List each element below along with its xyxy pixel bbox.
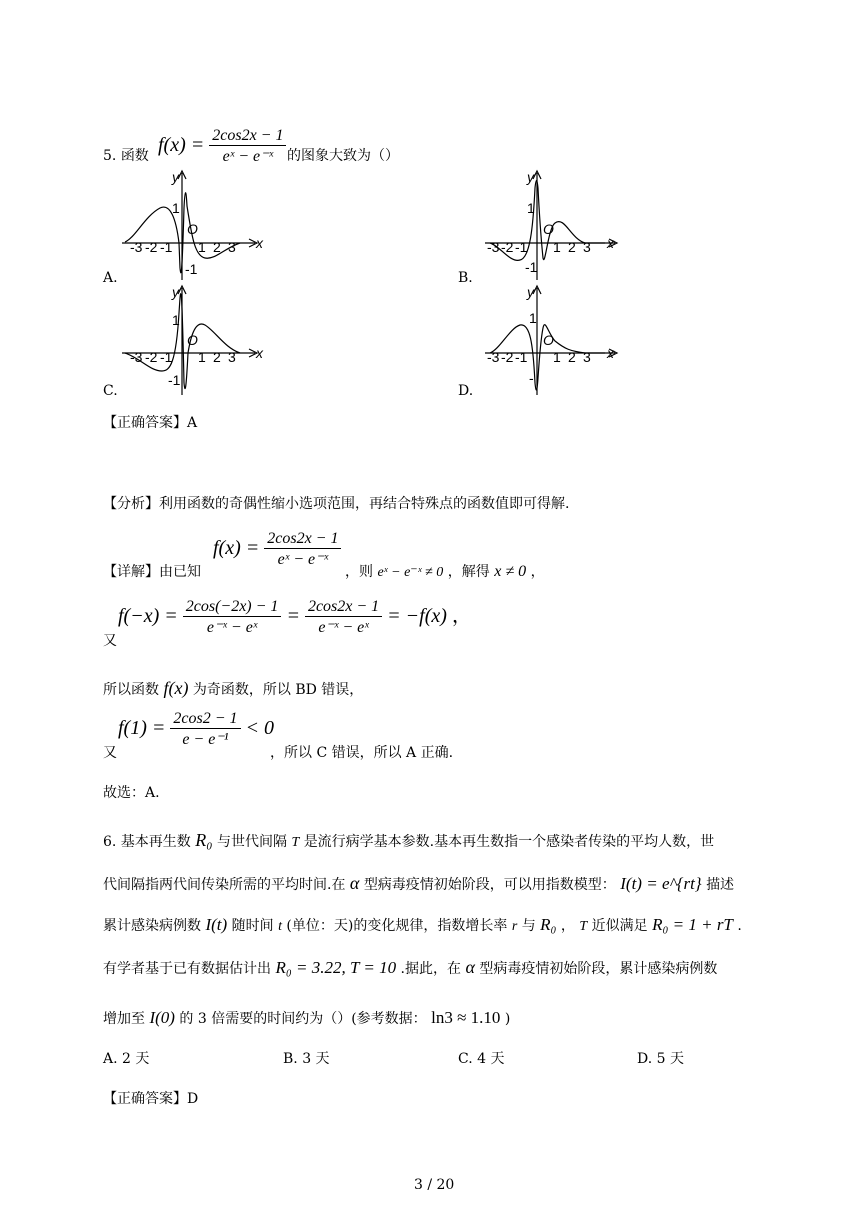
svg-text:-1: -1 bbox=[185, 261, 198, 277]
svg-text:3: 3 bbox=[583, 239, 591, 255]
svg-text:1: 1 bbox=[527, 200, 535, 216]
q5-odd-derivation: f(−x) = $\frac{2\cos(-2x) - 1}{\text{e⁻ˣ − eˣ}}$ = $\frac{2\cos 2x - 1}{\text{e⁻ˣ − eˣ}}$ = −f(x) ， bbox=[118, 598, 472, 636]
graph-a bbox=[100, 168, 270, 286]
q5-analysis: 【分析】利用函数的奇偶性缩小选项范围，再结合特殊点的函数值即可得解. bbox=[103, 496, 570, 512]
svg-text:O: O bbox=[543, 332, 554, 348]
q5-odd-conclusion: 所以函数 f(x) 为奇函数，所以 BD 错误， bbox=[103, 678, 364, 698]
svg-text:1: 1 bbox=[198, 349, 206, 365]
svg-text:x: x bbox=[607, 235, 614, 251]
q6-line-2: 代间隔指两代间传染所需的平均时间.在 α 型病毒疫情初始阶段，可以用指数模型： I(t) = e^{rt} 描述 bbox=[103, 873, 735, 893]
q6-choice-d: D. 5 天 bbox=[637, 1051, 684, 1067]
svg-text:2: 2 bbox=[213, 349, 221, 365]
option-b-label: B. bbox=[458, 270, 473, 286]
q6-answer: 【正确答案】D bbox=[103, 1091, 199, 1107]
svg-text:x: x bbox=[256, 235, 263, 251]
svg-text:-2: -2 bbox=[501, 239, 514, 255]
svg-text:-3: -3 bbox=[130, 239, 143, 255]
q6-choice-a: A. 2 天 bbox=[103, 1051, 150, 1067]
svg-text:1: 1 bbox=[553, 239, 561, 255]
option-c-label: C. bbox=[103, 383, 118, 399]
svg-text:x: x bbox=[256, 345, 263, 361]
svg-text:x: x bbox=[607, 345, 614, 361]
svg-text:y: y bbox=[527, 169, 534, 185]
svg-text:3: 3 bbox=[583, 349, 591, 365]
svg-text:-1: -1 bbox=[160, 239, 173, 255]
svg-text:-: - bbox=[529, 370, 534, 386]
q6-choice-b: B. 3 天 bbox=[283, 1051, 330, 1067]
svg-text:y: y bbox=[172, 284, 179, 300]
svg-text:O: O bbox=[187, 221, 198, 237]
q5-choice: 故选：A. bbox=[103, 785, 160, 801]
q5-detail-lead: 【详解】由已知 bbox=[103, 564, 201, 580]
svg-text:-2: -2 bbox=[145, 239, 158, 255]
svg-text:y: y bbox=[172, 169, 179, 185]
graph-d bbox=[475, 283, 645, 401]
svg-text:-1: -1 bbox=[525, 259, 538, 275]
svg-text:-1: -1 bbox=[515, 349, 528, 365]
graph-b bbox=[475, 168, 645, 286]
svg-text:3: 3 bbox=[228, 349, 236, 365]
q5-detail-condition: ，则 eˣ − e⁻ˣ ≠ 0 ，解得 x ≠ 0 ， bbox=[345, 563, 545, 580]
graph-c bbox=[100, 283, 270, 401]
svg-text:-3: -3 bbox=[487, 239, 500, 255]
q6-line-4: 有学者基于已有数据估计出 R₀ = 3.22, T = 10 .据此，在 α 型病毒疫情初始阶段，累计感染病例数 bbox=[103, 957, 718, 977]
page-number: 3 / 20 bbox=[414, 1177, 455, 1193]
question-number: 5. bbox=[103, 148, 117, 164]
svg-text:1: 1 bbox=[198, 239, 206, 255]
svg-text:-1: -1 bbox=[160, 349, 173, 365]
q5-detail-function: f(x) = $\frac{2\cos 2x - 1}{\text{eˣ − e⁻ˣ}}$ bbox=[213, 530, 341, 569]
svg-text:1: 1 bbox=[172, 312, 180, 328]
q6-line-1: 6. 基本再生数 R₀ 与世代间隔 T 是流行病学基本参数.基本再生数指一个感染者传染的平均人数，世 bbox=[103, 830, 715, 850]
svg-text:y: y bbox=[527, 284, 534, 300]
svg-text:2: 2 bbox=[568, 349, 576, 365]
svg-text:-1: -1 bbox=[515, 239, 528, 255]
svg-text:O: O bbox=[543, 221, 554, 237]
svg-text:-3: -3 bbox=[130, 349, 143, 365]
q6-line-5: 增加至 I(0) 的 3 倍需要的时间约为（）(参考数据： ln3 ≈ 1.10 ) bbox=[103, 1008, 511, 1027]
option-a-label: A. bbox=[103, 270, 118, 286]
q5-stem: 5. 函数 bbox=[103, 148, 149, 164]
q5-f1-eval: f(1) = $\frac{2\cos 2 - 1}{\text{e − e⁻¹}}$ < 0 bbox=[118, 710, 274, 748]
svg-text:1: 1 bbox=[172, 200, 180, 216]
svg-text:1: 1 bbox=[553, 349, 561, 365]
option-d-label: D. bbox=[458, 383, 474, 399]
q6-line-3: 累计感染病例数 I(t) 随时间 t (单位：天)的变化规律，指数增长率 r 与 R₀ ， T 近似满足 R₀ = 1 + rT . bbox=[103, 915, 742, 934]
svg-text:O: O bbox=[187, 332, 198, 348]
svg-text:1: 1 bbox=[529, 310, 537, 326]
q5-answer: 【正确答案】A bbox=[103, 415, 198, 431]
svg-text:-2: -2 bbox=[145, 349, 158, 365]
svg-text:-1: -1 bbox=[168, 372, 181, 388]
q5-prompt: 的图象大致为（） bbox=[287, 148, 399, 164]
svg-text:-2: -2 bbox=[501, 349, 514, 365]
svg-text:3: 3 bbox=[228, 239, 236, 255]
svg-text:2: 2 bbox=[213, 239, 221, 255]
svg-text:-3: -3 bbox=[487, 349, 500, 365]
q6-choice-c: C. 4 天 bbox=[458, 1051, 505, 1067]
svg-text:2: 2 bbox=[568, 239, 576, 255]
q5-function: f(x) = $\frac{2\cos 2x - 1}{\text{eˣ − e⁻ˣ}}$ bbox=[158, 127, 286, 166]
